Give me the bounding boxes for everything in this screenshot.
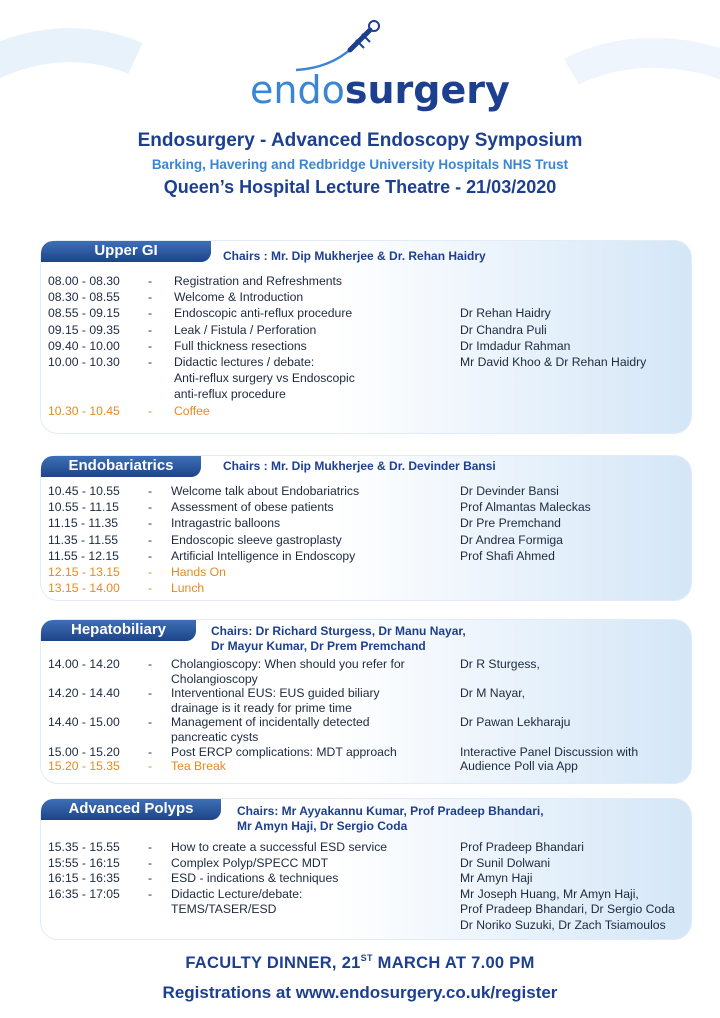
separator-dash: - bbox=[148, 322, 153, 337]
separator-dash: - bbox=[148, 548, 153, 563]
event-title: Endosurgery - Advanced Endoscopy Symposium bbox=[137, 130, 583, 151]
dinner-ordinal: ST bbox=[360, 953, 373, 963]
session-title: Complex Polyp/SPECC MDT bbox=[171, 855, 329, 870]
session-time: 16:15 - 16:35 bbox=[48, 871, 120, 886]
session-time: 10.00 - 10.30 bbox=[48, 354, 120, 369]
session-time: 14.40 - 15.00 bbox=[48, 715, 120, 730]
section-chairs bbox=[211, 624, 466, 654]
session-time: 10.45 - 10.55 bbox=[48, 484, 120, 498]
session-time: 12.15 - 13.15 bbox=[48, 564, 120, 579]
session-time: 09.15 - 09.35 bbox=[48, 322, 120, 337]
session-time: 08.00 - 08.30 bbox=[48, 274, 120, 288]
session-speaker: Prof Almantas Maleckas bbox=[460, 500, 591, 515]
section-tab-hepatobiliary: Hepatobiliary bbox=[41, 620, 196, 641]
session-title: Coffee bbox=[174, 403, 210, 418]
session-speaker: Dr Noriko Suzuki, Dr Zach Tsiamoulos bbox=[460, 917, 666, 932]
session-title: Endoscopic anti-reflux procedure bbox=[174, 306, 353, 321]
event-subtitle: Barking, Havering and Redbridge University Hospitals NHS Trust bbox=[151, 157, 569, 172]
chairs-line-2: Dr Mayur Kumar, Dr Prem Premchand bbox=[211, 639, 426, 653]
session-speaker: Dr Devinder Bansi bbox=[460, 484, 559, 498]
separator-dash: - bbox=[148, 564, 153, 579]
session-time: 14.20 - 14.40 bbox=[48, 686, 120, 701]
session-speaker: Mr Amyn Haji bbox=[460, 871, 533, 886]
session-title: Cholangioscopy bbox=[171, 671, 258, 686]
session-time: 14.00 - 14.20 bbox=[48, 657, 120, 671]
separator-dash: - bbox=[148, 403, 153, 418]
session-speaker: Prof Pradeep Bhandari bbox=[460, 840, 584, 854]
event-venue-date: Queen’s Hospital Lecture Theatre - 21/03/2020 bbox=[163, 177, 557, 197]
separator-dash: - bbox=[148, 744, 153, 759]
section-tab-upper-gi: Upper GI bbox=[41, 241, 211, 262]
session-speaker: Prof Pradeep Bhandari, Dr Sergio Coda bbox=[460, 902, 675, 917]
section-tab-endobariatrics: Endobariatrics bbox=[41, 456, 201, 477]
session-speaker: Dr Pre Premchand bbox=[460, 516, 561, 531]
session-title: Endoscopic sleeve gastroplasty bbox=[171, 532, 342, 547]
session-time: 09.40 - 10.00 bbox=[48, 338, 120, 353]
session-title: Artificial Intelligence in Endoscopy bbox=[171, 548, 356, 563]
session-time: 15.20 - 15.35 bbox=[48, 759, 120, 774]
section-endobariatrics bbox=[40, 455, 692, 601]
registration-link[interactable]: Registrations at www.endosurgery.co.uk/register bbox=[162, 983, 558, 1002]
session-title: Anti-reflux surgery vs Endoscopic bbox=[174, 371, 355, 386]
session-time: 10.55 - 11.15 bbox=[48, 500, 119, 515]
section-tab-advanced-polyps: Advanced Polyps bbox=[41, 799, 221, 820]
separator-dash: - bbox=[148, 715, 153, 730]
dinner-text-end: MARCH AT 7.00 PM bbox=[372, 954, 535, 972]
session-title: Lunch bbox=[171, 581, 205, 596]
session-title: Registration and Refreshments bbox=[174, 274, 343, 288]
session-speaker: Audience Poll via App bbox=[460, 759, 578, 774]
session-title: Cholangioscopy: When should you refer for bbox=[171, 657, 405, 671]
session-speaker: Dr M Nayar, bbox=[460, 686, 526, 701]
session-speaker: Dr Pawan Lekharaju bbox=[460, 715, 571, 730]
session-speaker: Prof Shafi Ahmed bbox=[460, 548, 555, 563]
session-title: Interventional EUS: EUS guided biliary bbox=[171, 686, 380, 701]
section-chairs: Chairs : Mr. Dip Mukherjee & Dr. Devinder Bansi bbox=[223, 459, 496, 473]
session-speaker: Mr Joseph Huang, Mr Amyn Haji, bbox=[460, 886, 639, 901]
section-advanced-polyps bbox=[40, 798, 692, 940]
separator-dash: - bbox=[148, 274, 153, 288]
separator-dash: - bbox=[148, 686, 153, 701]
separator-dash: - bbox=[148, 290, 153, 305]
logo-wordmark bbox=[250, 68, 510, 112]
separator-dash: - bbox=[148, 306, 153, 321]
separator-dash: - bbox=[148, 840, 153, 854]
session-title: TEMS/TASER/ESD bbox=[171, 902, 277, 917]
session-title: pancreatic cysts bbox=[171, 729, 259, 744]
session-title: Hands On bbox=[171, 564, 226, 579]
session-time: 15.00 - 15.20 bbox=[48, 744, 120, 759]
session-speaker: Dr Sunil Dolwani bbox=[460, 855, 551, 870]
session-title: Tea Break bbox=[171, 759, 226, 774]
endosurgery-logo bbox=[250, 18, 510, 118]
session-title: Management of incidentally detected bbox=[171, 715, 370, 730]
session-title: How to create a successful ESD service bbox=[171, 840, 388, 854]
section-chairs bbox=[237, 804, 544, 834]
session-time: 15:55 - 16:15 bbox=[48, 855, 120, 870]
session-time: 16:35 - 17:05 bbox=[48, 886, 120, 901]
separator-dash: - bbox=[148, 500, 153, 515]
session-time: 08.30 - 08.55 bbox=[48, 290, 120, 305]
session-title: Full thickness resections bbox=[174, 338, 307, 353]
separator-dash: - bbox=[148, 759, 153, 774]
session-speaker: Dr Rehan Haidry bbox=[460, 306, 551, 321]
session-time: 10.30 - 10.45 bbox=[48, 403, 120, 418]
section-upper-gi bbox=[40, 240, 692, 434]
separator-dash: - bbox=[148, 581, 153, 596]
session-title: drainage is it ready for prime time bbox=[171, 700, 352, 715]
chairs-line-1: Chairs: Dr Richard Sturgess, Dr Manu Nayar, bbox=[211, 624, 466, 638]
session-time: 11.15 - 11.35 bbox=[48, 516, 119, 531]
separator-dash: - bbox=[148, 338, 153, 353]
session-time: 08.55 - 09.15 bbox=[48, 306, 120, 321]
session-title: ESD - indications & techniques bbox=[171, 871, 339, 886]
separator-dash: - bbox=[148, 855, 153, 870]
session-title: Welcome talk about Endobariatrics bbox=[171, 484, 360, 498]
session-title: Didactic Lecture/debate: bbox=[171, 886, 303, 901]
session-time: 11.55 - 12.15 bbox=[48, 548, 119, 563]
session-speaker: Mr David Khoo & Dr Rehan Haidry bbox=[460, 354, 647, 369]
session-title: Leak / Fistula / Perforation bbox=[174, 322, 317, 337]
session-title: Intragastric balloons bbox=[171, 516, 281, 531]
separator-dash: - bbox=[148, 354, 153, 369]
session-speaker: Dr Andrea Formiga bbox=[460, 532, 563, 547]
session-speaker: Interactive Panel Discussion with bbox=[460, 744, 639, 759]
separator-dash: - bbox=[148, 532, 153, 547]
session-title: Assessment of obese patients bbox=[171, 500, 334, 515]
logo-surgery: surgery bbox=[344, 68, 510, 112]
chairs-line-2: Mr Amyn Haji, Dr Sergio Coda bbox=[237, 819, 408, 833]
logo-endo: endo bbox=[250, 68, 345, 112]
session-title: Didactic lectures / debate: bbox=[174, 354, 315, 369]
section-hepatobiliary bbox=[40, 619, 692, 784]
session-title: Welcome & Introduction bbox=[174, 290, 304, 305]
separator-dash: - bbox=[148, 484, 153, 498]
dinner-text: FACULTY DINNER, 21 bbox=[185, 954, 361, 972]
session-speaker: Dr Chandra Puli bbox=[460, 322, 547, 337]
session-time: 11.35 - 11.55 bbox=[48, 532, 119, 547]
chairs-line-1: Chairs: Mr Ayyakannu Kumar, Prof Pradeep Bhandari, bbox=[237, 804, 544, 818]
session-title: anti-reflux procedure bbox=[174, 387, 286, 402]
faculty-dinner-notice bbox=[0, 953, 720, 973]
session-speaker: Dr Imdadur Rahman bbox=[460, 338, 571, 353]
separator-dash: - bbox=[148, 657, 153, 671]
separator-dash: - bbox=[148, 886, 153, 901]
session-time: 13.15 - 14.00 bbox=[48, 581, 120, 596]
session-time: 15.35 - 15.55 bbox=[48, 840, 120, 854]
section-chairs: Chairs : Mr. Dip Mukherjee & Dr. Rehan Haidry bbox=[223, 249, 486, 263]
session-title: Post ERCP complications: MDT approach bbox=[171, 744, 397, 759]
separator-dash: - bbox=[148, 871, 153, 886]
session-speaker: Dr R Sturgess, bbox=[460, 657, 540, 671]
separator-dash: - bbox=[148, 516, 153, 531]
